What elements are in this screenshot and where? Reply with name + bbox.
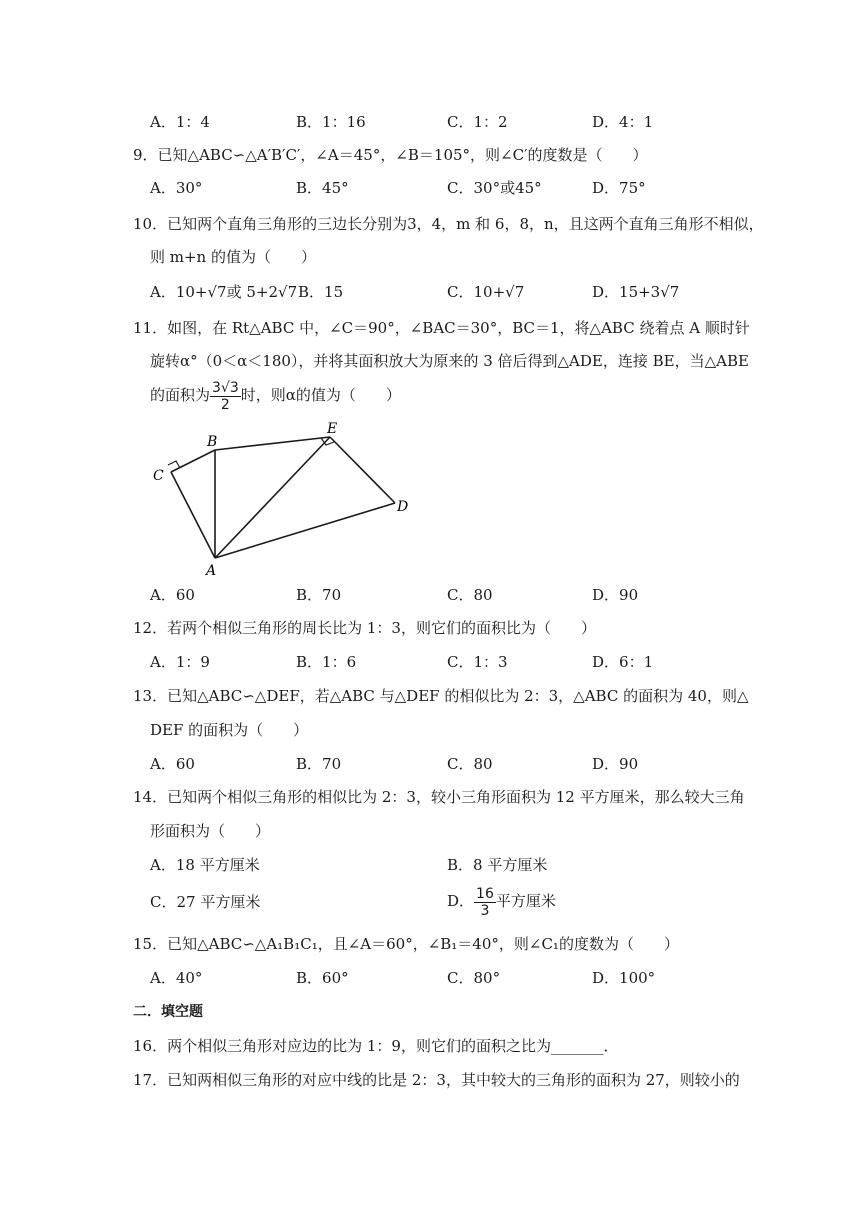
q11-option-a: A．60 bbox=[150, 586, 195, 604]
q9-option-a: A．30° bbox=[150, 179, 203, 197]
q11-stem-line3 bbox=[150, 376, 401, 414]
q10-option-c: C．10+√7 bbox=[447, 283, 525, 301]
q14-option-c: C．27 平方厘米 bbox=[150, 893, 261, 911]
q12-option-c: C．1：3 bbox=[447, 653, 508, 671]
q8-option-d: D．4：1 bbox=[592, 113, 654, 131]
label-a: A bbox=[206, 563, 217, 579]
section-heading-fill-in: 二．填空题 bbox=[133, 1004, 203, 1020]
right-angle-c bbox=[168, 461, 180, 468]
q14-option-d-fraction bbox=[474, 886, 496, 919]
segment-ed bbox=[330, 437, 395, 503]
q12-stem: 12．若两个相似三角形的周长比为 1：3，则它们的面积比为（ ） bbox=[133, 619, 596, 637]
q14-option-d-prefix: D． bbox=[447, 892, 475, 910]
segment-ca bbox=[171, 472, 215, 558]
q11-frac-denominator: 2 bbox=[220, 396, 230, 413]
q14-option-d bbox=[447, 882, 556, 920]
q11-stem-line2: 旋转α°（0＜α＜180），并将其面积放大为原来的 3 倍后得到△ADE，连接 BE，当△ABE bbox=[150, 352, 749, 370]
q11-frac-numerator: 3√3 bbox=[212, 379, 239, 396]
q11-stem-prefix: 的面积为 bbox=[150, 386, 211, 404]
q15-option-d: D．100° bbox=[592, 969, 656, 987]
q8-option-b: B．1：16 bbox=[296, 113, 366, 131]
q14-stem-line2: 形面积为（ ） bbox=[150, 822, 271, 840]
q10-stem-line2: 则 m+n 的值为（ ） bbox=[150, 248, 316, 266]
q8-option-a: A．1：4 bbox=[150, 113, 210, 131]
segment-bc bbox=[171, 450, 215, 472]
q8-option-c: C．1：2 bbox=[447, 113, 508, 131]
q11-stem-suffix: 时，则α的值为（ ） bbox=[240, 386, 401, 404]
q14-stem-line1: 14．已知两个相似三角形的相似比为 2：3，较小三角形面积为 12 平方厘米，那么较大三角 bbox=[133, 788, 745, 806]
q11-option-d: D．90 bbox=[592, 586, 639, 604]
label-b: B bbox=[207, 434, 218, 450]
q11-figure bbox=[140, 420, 430, 580]
q12-option-a: A．1：9 bbox=[150, 653, 210, 671]
q10-option-d: D．15+3√7 bbox=[592, 283, 680, 301]
q9-option-b: B．45° bbox=[296, 179, 349, 197]
q11-option-c: C．80 bbox=[447, 586, 493, 604]
q15-stem: 15．已知△ABC∽△A₁B₁C₁，且∠A＝60°，∠B₁＝40°，则∠C₁的度数为（ ） bbox=[133, 935, 679, 953]
label-e: E bbox=[327, 421, 338, 437]
q11-stem-line1: 11．如图，在 Rt△ABC 中，∠C＝90°，∠BAC＝30°，BC＝1，将△ABC 绕着点 A 顺时针 bbox=[133, 319, 750, 337]
q13-option-c: C．80 bbox=[447, 755, 493, 773]
label-c: C bbox=[153, 468, 164, 484]
q13-stem-line2: DEF 的面积为（ ） bbox=[150, 721, 309, 739]
q13-option-b: B．70 bbox=[296, 755, 342, 773]
q12-option-d: D．6：1 bbox=[592, 653, 654, 671]
segment-be bbox=[215, 437, 330, 450]
q17-stem: 17．已知两相似三角形的对应中线的比是 2：3，其中较大的三角形的面积为 27，则较小的 bbox=[133, 1071, 740, 1089]
q13-stem-line1: 13．已知△ABC∽△DEF，若△ABC 与△DEF 的相似比为 2：3，△ABC 的面积为 40，则△ bbox=[133, 687, 749, 705]
q12-option-b: B．1：6 bbox=[296, 653, 357, 671]
q14-option-b: B．8 平方厘米 bbox=[447, 856, 548, 874]
q14-option-d-suffix: 平方厘米 bbox=[495, 892, 556, 910]
q15-option-c: C．80° bbox=[447, 969, 501, 987]
q9-option-d: D．75° bbox=[592, 179, 646, 197]
label-d: D bbox=[397, 499, 409, 515]
q14-option-a: A．18 平方厘米 bbox=[150, 856, 260, 874]
q14-option-d-denominator: 3 bbox=[480, 902, 490, 919]
q13-option-a: A．60 bbox=[150, 755, 195, 773]
q9-stem: 9．已知△ABC∽△A′B′C′，∠A＝45°，∠B＝105°，则∠C′的度数是（ ） bbox=[133, 146, 648, 164]
q16-stem: 16．两个相似三角形对应边的比为 1：9，则它们的面积之比为_______． bbox=[133, 1037, 619, 1055]
q10-option-b: B．15 bbox=[298, 283, 344, 301]
q11-area-fraction bbox=[210, 380, 241, 413]
q9-option-c: C．30°或45° bbox=[447, 179, 542, 197]
q10-stem-line1: 10．已知两个直角三角形的三边长分别为3，4，m 和 6，8，n，且这两个直角三角形不相似， bbox=[133, 215, 764, 233]
q10-option-a: A．10+√7或 5+2√7 bbox=[150, 283, 298, 301]
q13-option-d: D．90 bbox=[592, 755, 639, 773]
q11-option-b: B．70 bbox=[296, 586, 342, 604]
q15-option-b: B．60° bbox=[296, 969, 349, 987]
q14-option-d-numerator: 16 bbox=[476, 885, 494, 902]
q15-option-a: A．40° bbox=[150, 969, 203, 987]
